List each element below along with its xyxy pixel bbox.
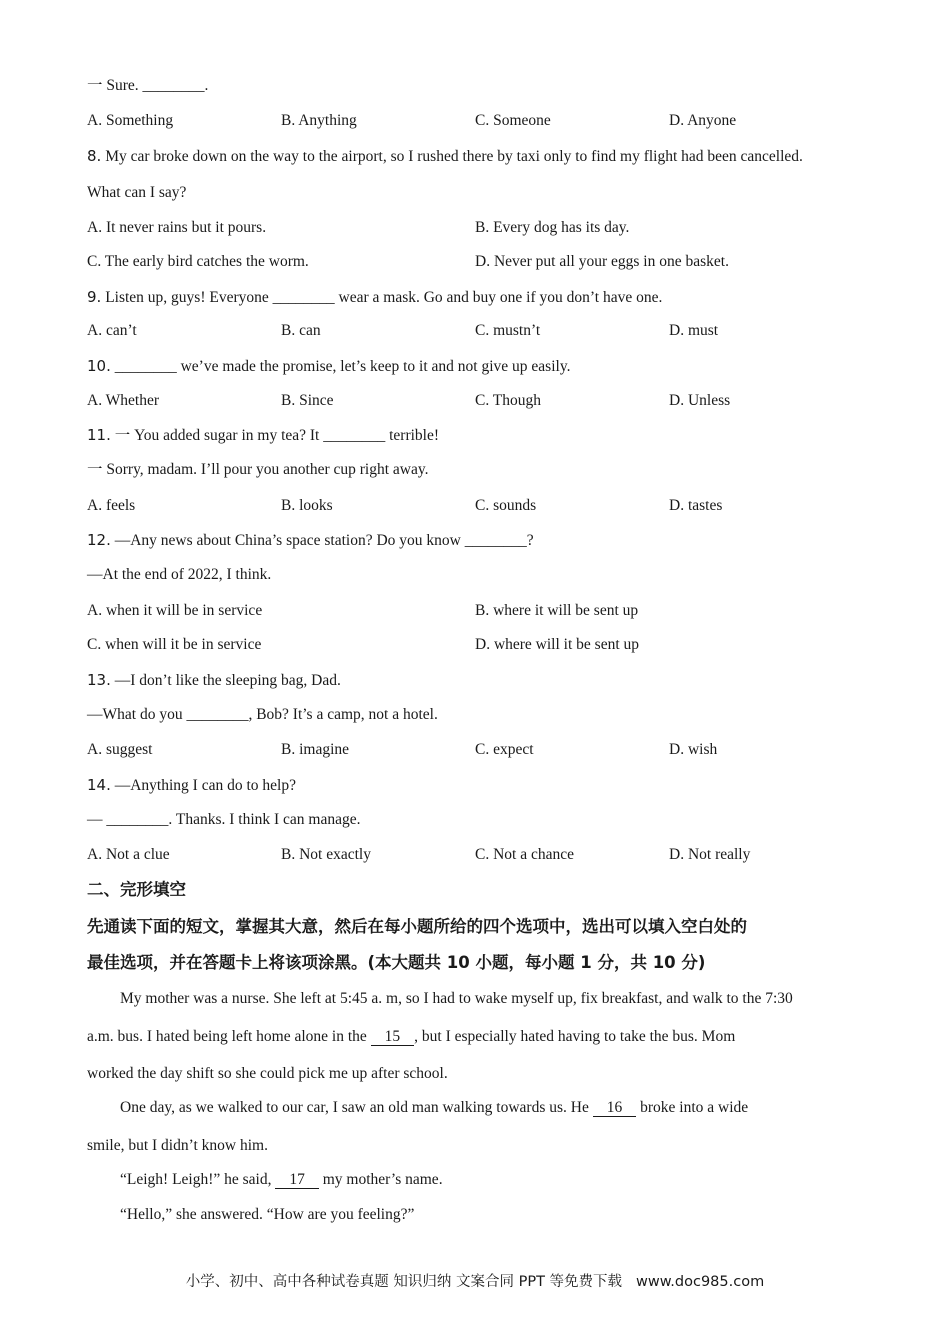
q12-option-c: C. when will it be in service	[87, 636, 262, 653]
passage-p2-line2: smile, but I didn’t know him.	[87, 1137, 268, 1154]
q14-number: 14.	[87, 776, 111, 794]
blank-15: 15	[371, 1029, 415, 1046]
footer-site-link[interactable]: www.doc985.com	[636, 1274, 765, 1290]
q13-number: 13.	[87, 671, 111, 689]
q10-option-d: D. Unless	[669, 392, 731, 409]
q9-text: Listen up, guys! Everyone ________ wear a mask. Go and buy one if you don’t have one.	[105, 289, 663, 306]
q11-option-d: D. tastes	[669, 497, 723, 514]
q9-option-b: B. can	[281, 322, 321, 339]
passage-p1-line3: worked the day shift so she could pick me up after school.	[87, 1065, 448, 1082]
section-heading: 二、完形填空	[87, 880, 186, 899]
q10-option-c: C. Though	[475, 392, 542, 409]
q8-number: 8.	[87, 147, 102, 165]
q14-stem	[87, 775, 296, 796]
q12-stem	[87, 530, 534, 551]
q14-text2: — ________. Thanks. I think I can manage.	[87, 811, 361, 828]
q8-text: My car broke down on the way to the airport, so I rushed there by taxi only to find my flight had been cancelled.	[105, 148, 803, 165]
blank-16: 16	[593, 1100, 637, 1117]
passage-text: , but I especially hated having to take the bus. Mom	[414, 1028, 736, 1045]
passage-p1-line1: My mother was a nurse. She left at 5:45 a. m, so I had to wake myself up, fix breakfast, and walk to the 7:30	[120, 990, 793, 1007]
q13-option-c: C. expect	[475, 741, 534, 758]
passage-p3	[120, 1170, 900, 1190]
q11-text: 一 You added sugar in my tea? It ________ terrible!	[114, 427, 440, 444]
q14-text: —Anything I can do to help?	[114, 777, 296, 794]
q14-option-c: C. Not a chance	[475, 846, 574, 863]
q10-number: 10.	[87, 357, 111, 375]
q13-option-d: D. wish	[669, 741, 718, 758]
q12-number: 12.	[87, 531, 111, 549]
passage-text: broke into a wide	[636, 1099, 749, 1116]
q11-option-a: A. feels	[87, 497, 136, 514]
q8-option-b: B. Every dog has its day.	[475, 219, 630, 236]
q7-option-c: C. Someone	[475, 112, 551, 129]
q14-option-a: A. Not a clue	[87, 846, 170, 863]
section-instruction-line1: 先通读下面的短文，掌握其大意，然后在每小题所给的四个选项中，选出可以填入空白处的	[87, 917, 747, 936]
q9-number: 9.	[87, 288, 102, 306]
q7-option-a: A. Something	[87, 112, 174, 129]
passage-p2-line1	[120, 1098, 900, 1118]
passage-text: my mother’s name.	[318, 1171, 443, 1188]
q14-option-b: B. Not exactly	[281, 846, 371, 863]
q13-stem	[87, 670, 341, 691]
q13-text: —I don’t like the sleeping bag, Dad.	[114, 672, 341, 689]
passage-text: a.m. bus. I hated being left home alone in the	[87, 1028, 371, 1045]
q11-option-b: B. looks	[281, 497, 333, 514]
passage-p1-line2	[87, 1027, 867, 1047]
page-footer	[0, 1270, 950, 1291]
passage-text: One day, as we walked to our car, I saw an old man walking towards us. He	[120, 1099, 593, 1116]
q10-text: ________ we’ve made the promise, let’s keep to it and not give up easily.	[114, 358, 571, 375]
q13-text2: —What do you ________, Bob? It’s a camp, not a hotel.	[87, 706, 438, 723]
q14-option-d: D. Not really	[669, 846, 751, 863]
q7-option-d: D. Anyone	[669, 112, 737, 129]
q10-stem	[87, 356, 570, 377]
q8-text2: What can I say?	[87, 184, 187, 201]
q12-option-d: D. where will it be sent up	[475, 636, 640, 653]
q8-option-c: C. The early bird catches the worm.	[87, 253, 309, 270]
q10-option-b: B. Since	[281, 392, 334, 409]
section-instruction-line2: 最佳选项，并在答题卡上将该项涂黑。(本大题共 10 小题，每小题 1 分，共 10 分)	[87, 953, 706, 972]
q12-option-b: B. where it will be sent up	[475, 602, 639, 619]
passage-text: “Leigh! Leigh!” he said,	[120, 1171, 276, 1188]
q7-option-b: B. Anything	[281, 112, 357, 129]
q9-option-c: C. mustn’t	[475, 322, 541, 339]
q11-number: 11.	[87, 426, 111, 444]
q12-text: —Any news about China’s space station? Do you know ________?	[114, 532, 534, 549]
q11-stem	[87, 425, 439, 446]
q7-reply: 一 Sure. ________.	[87, 77, 209, 94]
q10-option-a: A. Whether	[87, 392, 160, 409]
q9-option-d: D. must	[669, 322, 719, 339]
q8-option-a: A. It never rains but it pours.	[87, 219, 267, 236]
q9-option-a: A. can’t	[87, 322, 137, 339]
q9-stem	[87, 287, 662, 308]
q8-option-d: D. Never put all your eggs in one basket.	[475, 253, 729, 270]
blank-17: 17	[275, 1172, 319, 1189]
q8-stem	[87, 146, 803, 167]
q11-option-c: C. sounds	[475, 497, 537, 514]
q13-option-b: B. imagine	[281, 741, 350, 758]
passage-p4: “Hello,” she answered. “How are you feeling?”	[120, 1206, 415, 1223]
q13-option-a: A. suggest	[87, 741, 153, 758]
q11-text2: 一 Sorry, madam. I’ll pour you another cup right away.	[87, 461, 429, 478]
q12-option-a: A. when it will be in service	[87, 602, 263, 619]
q12-text2: —At the end of 2022, I think.	[87, 566, 272, 583]
footer-text: 小学、初中、高中各种试卷真题 知识归纳 文案合同 PPT 等免费下载	[185, 1274, 623, 1290]
